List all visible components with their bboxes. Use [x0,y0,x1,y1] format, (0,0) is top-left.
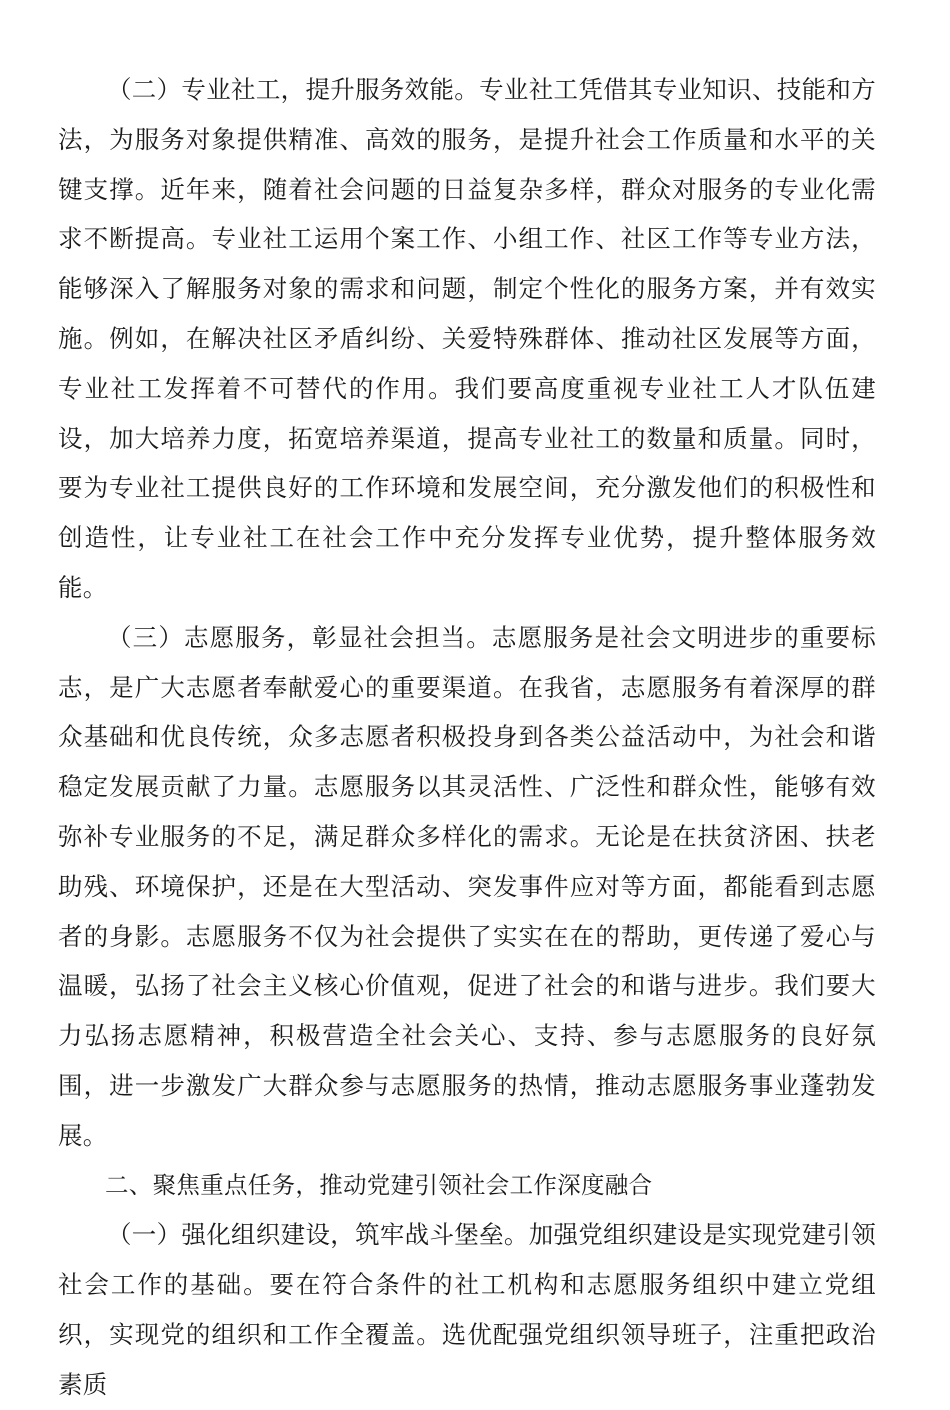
paragraph-organization-building: （一）强化组织建设，筑牢战斗堡垒。加强党组织建设是实现党建引领社会工作的基础。要在符合条件的社工机构和志愿服务组织中建立党组织，实现党的组织和工作全覆盖。选优配强党组织领导班子，注重把政治素质 [58,1220,876,1399]
paragraph-professional-social-work: （二）专业社工，提升服务效能。专业社工凭借其专业知识、技能和方法，为服务对象提供精准、高效的服务，是提升社会工作质量和水平的关键支撑。近年来，随着社会问题的日益复杂多样，群众对服务的专业化需求不断提高。专业社工运用个案工作、小组工作、社区工作等专业方法，能够深入了解服务对象的需求和问题，制定个性化的服务方案，并有效实施。例如，在解决社区矛盾纠纷、关爱特殊群体、推动社区发展等方面，专业社工发挥着不可替代的作用。我们要高度重视专业社工人才队伍建设，加大培养力度，拓宽培养渠道，提高专业社工的数量和质量。同时，要为专业社工提供良好的工作环境和发展空间，充分激发他们的积极性和创造性，让专业社工在社会工作中充分发挥专业优势，提升整体服务效能。 [58,75,876,602]
document-page [58,65,876,1410]
section-heading-2: 二、聚焦重点任务，推动党建引领社会工作深度融合 [105,1170,653,1199]
paragraph-volunteer-service: （三）志愿服务，彰显社会担当。志愿服务是社会文明进步的重要标志，是广大志愿者奉献爱心的重要渠道。在我省，志愿服务有着深厚的群众基础和优良传统，众多志愿者积极投身到各类公益活动中，为社会和谐稳定发展贡献了力量。志愿服务以其灵活性、广泛性和群众性，能够有效弥补专业服务的不足，满足群众多样化的需求。无论是在扶贫济困、扶老助残、环境保护，还是在大型活动、突发事件应对等方面，都能看到志愿者的身影。志愿服务不仅为社会提供了实实在在的帮助，更传递了爱心与温暖，弘扬了社会主义核心价值观，促进了社会的和谐与进步。我们要大力弘扬志愿精神，积极营造全社会关心、支持、参与志愿服务的良好氛围，进一步激发广大群众参与志愿服务的热情，推动志愿服务事业蓬勃发展。 [58,622,876,1150]
